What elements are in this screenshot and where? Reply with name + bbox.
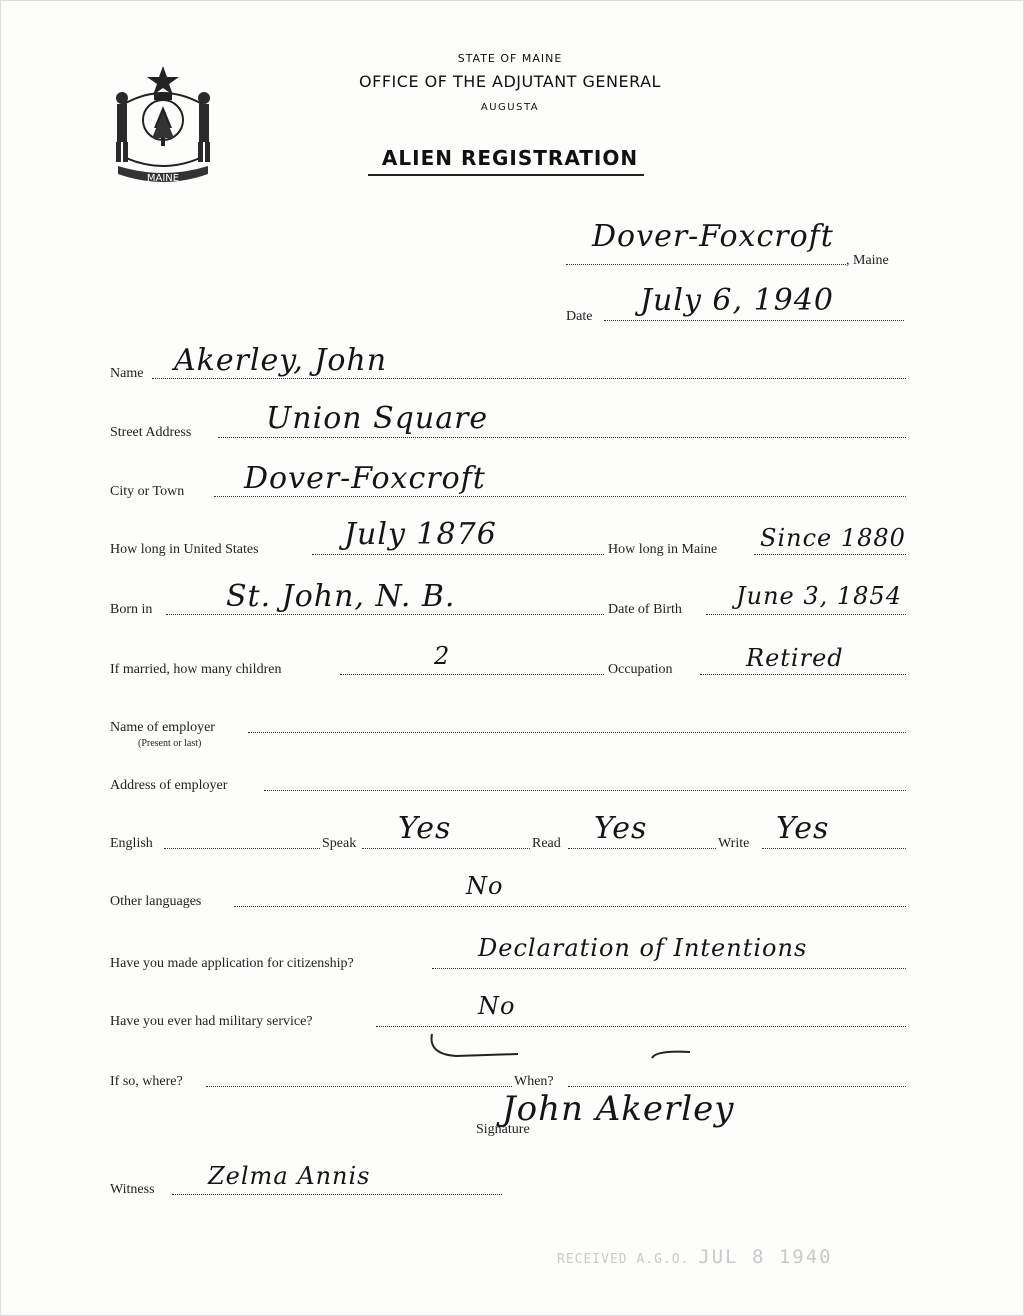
form-title: ALIEN REGISTRATION (381, 146, 639, 170)
english-label: English (110, 836, 153, 851)
other-languages-entry: No (466, 872, 504, 900)
title-underline (368, 174, 644, 176)
place-line (566, 264, 846, 265)
date-entry: July 6, 1940 (640, 283, 834, 318)
city-entry: Dover-Foxcroft (244, 461, 486, 496)
occupation-label: Occupation (608, 662, 673, 677)
city-heading: AUGUSTA (480, 102, 540, 113)
name-line (152, 378, 906, 379)
date-label: Date (566, 309, 593, 324)
speak-entry: Yes (398, 811, 452, 846)
witness-entry: Zelma Annis (208, 1162, 371, 1190)
city-line (214, 496, 906, 497)
how-long-us-line (312, 554, 604, 555)
maine-state-seal (104, 62, 222, 190)
speak-label: Speak (322, 836, 357, 851)
born-in-label: Born in (110, 602, 153, 617)
how-long-us-label: How long in United States (110, 542, 259, 557)
place-suffix-label: , Maine (846, 253, 889, 268)
date-of-birth-label: Date of Birth (608, 602, 682, 617)
write-label: Write (718, 836, 750, 851)
date-of-birth-line (706, 614, 906, 615)
name-entry: Akerley, John (174, 343, 388, 378)
employer-name-label: Name of employer (110, 720, 215, 735)
write-line (762, 848, 906, 849)
signature-entry: John Akerley (502, 1089, 735, 1129)
citizenship-line (432, 968, 906, 969)
children-entry: 2 (434, 642, 451, 670)
occupation-line (700, 674, 906, 675)
state-heading: STATE OF MAINE (457, 52, 563, 65)
speak-line (362, 848, 530, 849)
read-line (568, 848, 716, 849)
date-of-birth-entry: June 3, 1854 (736, 582, 902, 610)
received-stamp-date: JUL 8 1940 (698, 1246, 833, 1268)
write-entry: Yes (776, 811, 830, 846)
date-line (604, 320, 904, 321)
witness-label: Witness (110, 1182, 155, 1197)
employer-address-label: Address of employer (110, 778, 228, 793)
military-label: Have you ever had military service? (110, 1014, 313, 1029)
occupation-entry: Retired (746, 644, 844, 672)
when-line (568, 1086, 906, 1087)
read-entry: Yes (594, 811, 648, 846)
born-in-line (166, 614, 604, 615)
seal-motto: MAINE (146, 173, 180, 184)
citizenship-entry: Declaration of Intentions (478, 934, 808, 962)
received-stamp-text: RECEIVED A.G.O. (557, 1252, 690, 1267)
children-label: If married, how many children (110, 662, 282, 677)
how-long-maine-entry: Since 1880 (760, 524, 906, 552)
military-line (376, 1026, 906, 1027)
citizenship-label: Have you made application for citizenship? (110, 956, 354, 971)
where-label: If so, where? (110, 1074, 183, 1089)
read-label: Read (532, 836, 561, 851)
other-languages-label: Other languages (110, 894, 202, 909)
signature-label: Signature (476, 1122, 530, 1137)
how-long-us-entry: July 1876 (344, 517, 497, 552)
street-address-line (218, 437, 906, 438)
born-in-entry: St. John, N. B. (226, 579, 456, 614)
employer-note: (Present or last) (138, 738, 202, 749)
how-long-maine-line (754, 554, 906, 555)
employer-name-line (248, 732, 906, 733)
place-entry: Dover-Foxcroft (592, 219, 834, 254)
name-label: Name (110, 366, 144, 381)
city-label: City or Town (110, 484, 185, 499)
office-heading: OFFICE OF THE ADJUTANT GENERAL (359, 72, 661, 91)
street-address-label: Street Address (110, 425, 192, 440)
military-entry: No (478, 992, 516, 1020)
witness-line (172, 1194, 502, 1195)
when-label: When? (514, 1074, 554, 1089)
street-address-entry: Union Square (266, 401, 489, 436)
where-line (206, 1086, 512, 1087)
received-stamp (557, 1246, 833, 1268)
other-languages-line (234, 906, 906, 907)
employer-address-line (264, 790, 906, 791)
children-line (340, 674, 604, 675)
how-long-maine-label: How long in Maine (608, 542, 718, 557)
english-line (164, 848, 320, 849)
blank-dash-marks (420, 1030, 700, 1070)
